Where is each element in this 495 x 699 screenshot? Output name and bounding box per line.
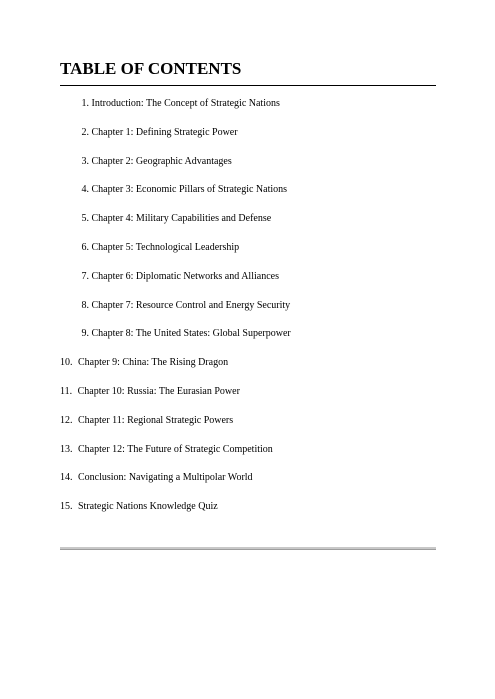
title-divider — [60, 85, 436, 86]
toc-item-text: Chapter 10: Russia: The Eurasian Power — [77, 385, 240, 397]
toc-item-11[interactable] — [60, 382, 436, 411]
toc-item-text: Chapter 9: China: The Rising Dragon — [78, 357, 229, 369]
toc-item-number: 14. — [60, 472, 73, 484]
toc-item-2[interactable] — [60, 123, 436, 152]
toc-item-number: 6. — [81, 241, 89, 253]
toc-item-number: 4. — [81, 184, 89, 196]
toc-item-14[interactable] — [60, 468, 436, 497]
toc-item-12[interactable] — [60, 411, 436, 440]
page-title: TABLE OF CONTENTS — [60, 59, 242, 78]
toc-item-6[interactable] — [60, 238, 436, 267]
toc-item-text: Chapter 12: The Future of Strategic Competition — [78, 443, 273, 455]
toc-item-number: 10. — [60, 357, 73, 369]
toc-item-text: Chapter 8: The United States: Global Superpower — [91, 328, 291, 340]
toc-item-10[interactable] — [60, 353, 436, 382]
toc-item-number: 7. — [81, 270, 89, 282]
toc-item-text: Chapter 3: Economic Pillars of Strategic Nations — [91, 184, 288, 196]
toc-item-13[interactable] — [60, 440, 436, 469]
toc-item-number: 12. — [60, 414, 73, 426]
toc-item-text: Chapter 2: Geographic Advantages — [91, 155, 232, 167]
toc-item-number: 8. — [81, 299, 89, 311]
toc-item-8[interactable] — [60, 296, 436, 325]
toc-item-number: 13. — [60, 443, 73, 455]
toc-item-text: Conclusion: Navigating a Multipolar World — [78, 472, 253, 484]
toc-item-number: 3. — [81, 155, 89, 167]
toc-item-9[interactable] — [60, 324, 436, 353]
toc-item-number: 11. — [60, 385, 73, 397]
section-divider — [60, 547, 436, 550]
toc-item-text: Chapter 11: Regional Strategic Powers — [78, 414, 234, 426]
toc-item-4[interactable] — [60, 180, 436, 209]
toc-item-5[interactable] — [60, 209, 436, 238]
toc-item-7[interactable] — [60, 267, 436, 296]
toc-item-text: Chapter 5: Technological Leadership — [91, 241, 240, 253]
toc-item-3[interactable] — [60, 152, 436, 181]
toc-item-number: 9. — [81, 328, 89, 340]
toc-item-number: 1. — [81, 98, 89, 109]
toc-item-text: Chapter 1: Defining Strategic Power — [91, 126, 238, 138]
toc-item-text: Chapter 7: Resource Control and Energy Security — [91, 299, 291, 311]
toc-item-number: 5. — [81, 213, 89, 225]
toc-item-text: Chapter 6: Diplomatic Networks and Alliances — [91, 270, 279, 282]
toc-list — [60, 94, 436, 526]
toc-item-text: Strategic Nations Knowledge Quiz — [78, 501, 218, 513]
toc-item-number: 15. — [60, 501, 73, 513]
toc-item-1[interactable] — [60, 94, 436, 123]
toc-item-15[interactable] — [60, 497, 436, 526]
toc-item-number: 2. — [81, 126, 89, 138]
toc-item-text: Introduction: The Concept of Strategic Nations — [91, 98, 280, 109]
toc-item-text: Chapter 4: Military Capabilities and Defense — [91, 213, 272, 225]
